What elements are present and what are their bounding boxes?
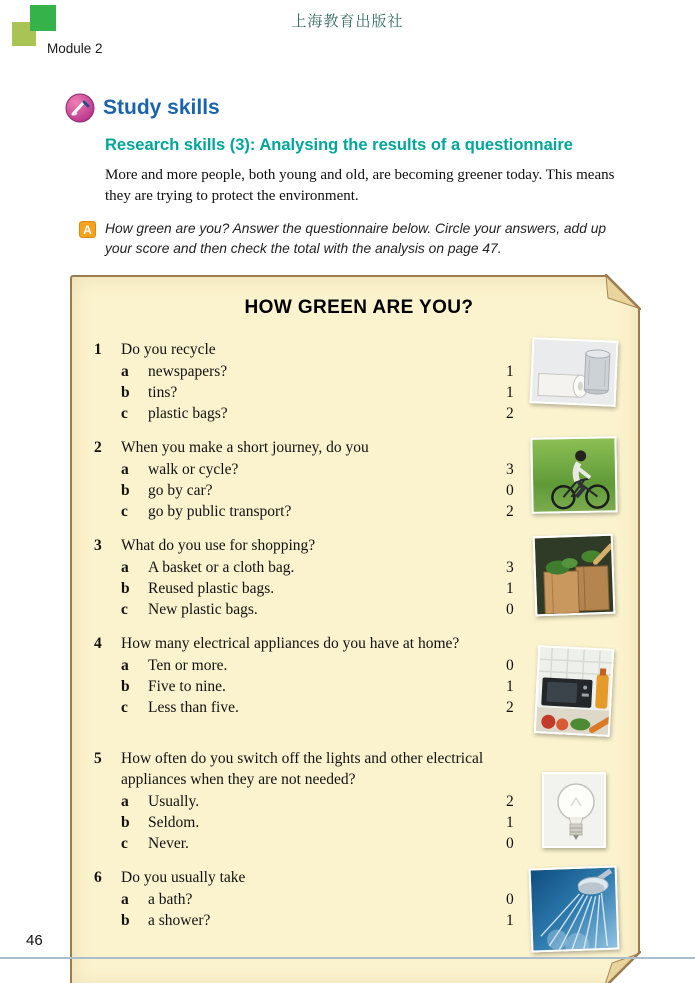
kitchen-appliances-photo [534,645,615,737]
option-row [94,812,524,833]
option-letter: a [121,657,129,675]
task-a-row [79,219,645,259]
option-score: 0 [506,482,514,500]
page-fold-top-right [605,274,641,310]
option-text: Five to nine. [148,678,226,696]
question-number: 1 [94,341,102,359]
option-row [94,676,524,697]
module-label: Module 2 [47,41,103,56]
option-text: A basket or a cloth bag. [148,559,295,577]
option-row [94,480,524,501]
question-1-image-slot [524,339,624,424]
option-score: 0 [506,891,514,909]
question-2-text-block [94,437,524,522]
question-text: How many electrical appliances do you have at home? [121,635,460,653]
question-text: How often do you switch off the lights and other electrical appliances when they are not needed? [121,750,484,789]
option-score: 3 [506,461,514,479]
option-score: 1 [506,363,514,381]
option-letter: c [121,601,128,619]
question-6-text-block [94,867,524,951]
question-number: 4 [94,635,102,653]
question-6 [94,867,624,951]
option-row [94,459,524,480]
question-6-image-slot [524,867,624,951]
option-score: 0 [506,601,514,619]
publisher-name: 上海教育出版社 [291,14,404,30]
question-text: What do you use for shopping? [121,537,316,555]
option-score: 3 [506,559,514,577]
option-row [94,889,524,910]
shower-photo [529,866,620,953]
recycling-photo [530,338,619,408]
questionnaire-title: HOW GREEN ARE YOU? [244,297,474,319]
study-skills-icon [65,93,95,123]
option-score: 1 [506,912,514,930]
question-number: 6 [94,869,102,887]
option-letter: b [121,384,130,402]
option-letter: a [121,559,129,577]
question-text: When you make a short journey, do you [121,439,369,457]
option-text: Less than five. [148,699,239,717]
option-score: 2 [506,503,514,521]
option-text: New plastic bags. [148,601,258,619]
question-4 [94,633,624,735]
option-row [94,403,524,424]
question-number: 2 [94,439,102,457]
option-letter: c [121,835,128,853]
option-text: plastic bags? [148,405,228,423]
option-row [94,791,524,812]
option-score: 2 [506,699,514,717]
question-5-text-block [94,748,524,854]
option-score: 1 [506,814,514,832]
option-row [94,578,524,599]
question-1-text-block [94,339,524,424]
footer-rule [0,957,695,959]
option-row [94,382,524,403]
option-row [94,655,524,676]
option-letter: a [121,793,129,811]
page-content [65,93,645,983]
option-row [94,910,524,931]
option-letter: b [121,678,130,696]
option-score: 1 [506,580,514,598]
question-2 [94,437,624,522]
option-text: Reused plastic bags. [148,580,275,598]
question-2-image-slot [524,437,624,522]
question-3-image-slot [524,535,624,620]
option-text: go by car? [148,482,213,500]
option-letter: c [121,405,128,423]
option-text: a bath? [148,891,193,909]
option-text: Never. [148,835,189,853]
option-letter: c [121,503,128,521]
task-a-badge: A [79,221,96,238]
page-number: 46 [26,932,43,949]
question-4-image-slot [524,633,624,735]
option-row [94,557,524,578]
option-letter: a [121,461,129,479]
task-a-instructions: How green are you? Answer the questionnaire below. Circle your answers, add up your score and then check the total with the analysis on page 47. [105,221,607,257]
question-5 [94,748,624,854]
question-5-image-slot [524,748,624,854]
option-letter: c [121,699,128,717]
green-square-decoration-bright [30,5,56,31]
option-letter: a [121,363,129,381]
option-text: Usually. [148,793,200,811]
question-number: 3 [94,537,102,555]
option-text: walk or cycle? [148,461,239,479]
option-letter: b [121,912,130,930]
option-letter: b [121,482,130,500]
option-text: newspapers? [148,363,228,381]
option-score: 1 [506,678,514,696]
option-letter: b [121,580,130,598]
option-score: 2 [506,405,514,423]
option-letter: b [121,814,130,832]
study-skills-heading-row [65,93,645,123]
shopping-bags-photo [533,534,616,617]
section-title: Study skills [103,96,220,119]
option-row [94,697,524,718]
option-score: 1 [506,384,514,402]
option-score: 0 [506,835,514,853]
question-4-text-block [94,633,524,735]
question-3 [94,535,624,620]
option-text: Seldom. [148,814,200,832]
option-score: 2 [506,793,514,811]
questionnaire-card [70,275,640,983]
question-number: 5 [94,750,102,768]
question-text: Do you recycle [121,341,216,359]
option-row [94,599,524,620]
option-letter: a [121,891,129,909]
lesson-title: Research skills (3): Analysing the results of a questionnaire [105,136,573,154]
question-text: Do you usually take [121,869,246,887]
option-row [94,833,524,854]
option-text: go by public transport? [148,503,292,521]
option-row [94,361,524,382]
option-text: tins? [148,384,178,402]
cycling-photo [530,437,617,514]
question-1 [94,339,624,424]
option-text: Ten or more. [148,657,228,675]
option-score: 0 [506,657,514,675]
option-row [94,501,524,522]
option-text: a shower? [148,912,211,930]
question-3-text-block [94,535,524,620]
light-bulb-photo [542,772,606,848]
intro-paragraph: More and more people, both young and old, are becoming greener today. This means they are trying to protect the environment. [105,167,615,204]
